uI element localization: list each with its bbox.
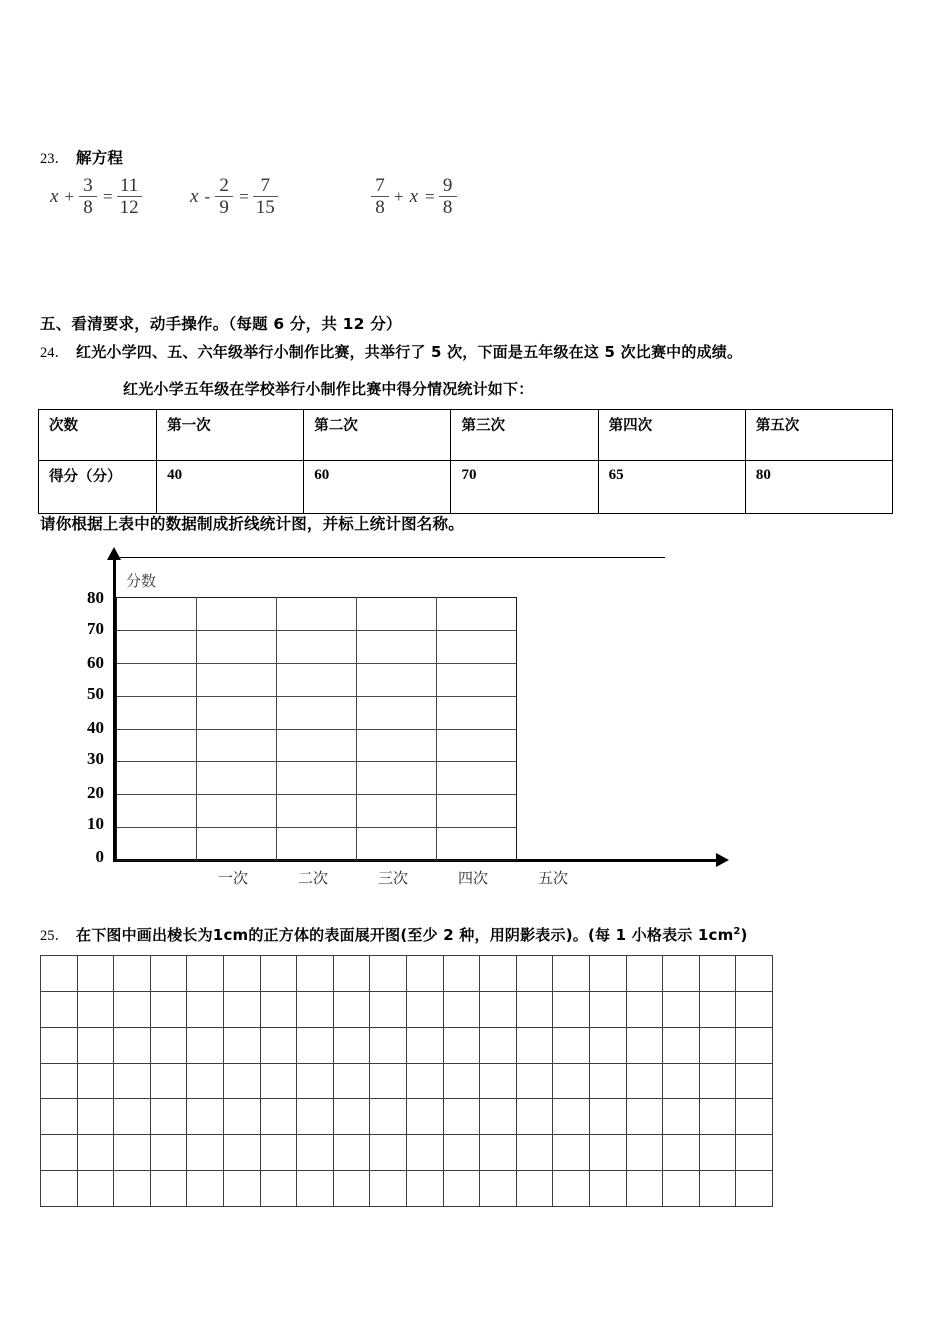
graph-paper-cell[interactable]	[261, 956, 298, 992]
graph-paper-cell[interactable]	[261, 1064, 298, 1100]
graph-paper-cell[interactable]	[151, 992, 188, 1028]
question-25-heading	[40, 924, 748, 945]
table-row-scores	[39, 461, 893, 514]
graph-paper-cell[interactable]	[663, 1064, 700, 1100]
graph-paper-cell[interactable]	[41, 1135, 78, 1171]
graph-paper-cell[interactable]	[663, 1171, 700, 1207]
question-25-text-tail: )	[740, 926, 748, 944]
equation-1-operator: +	[64, 186, 75, 206]
equation-1-left-fraction	[79, 176, 97, 218]
graph-paper-cell[interactable]	[114, 1099, 151, 1135]
graph-paper-cell[interactable]	[78, 956, 115, 992]
question-23-number: 23．	[40, 151, 69, 167]
graph-paper-cell[interactable]	[370, 956, 407, 992]
y-tick-label-50: 50	[87, 684, 104, 703]
equation-3-right-denominator: 8	[442, 197, 453, 219]
graph-paper-cell[interactable]	[261, 992, 298, 1028]
graph-paper-cell[interactable]	[114, 956, 151, 992]
graph-paper-cell[interactable]	[407, 1171, 444, 1207]
chart-gridline-horizontal	[116, 827, 516, 828]
graph-paper-cell[interactable]	[224, 1135, 261, 1171]
chart-gridline-horizontal	[116, 696, 516, 697]
graph-paper-cell[interactable]	[590, 1064, 627, 1100]
graph-paper-cell[interactable]	[407, 1135, 444, 1171]
graph-paper-cell[interactable]	[187, 1135, 224, 1171]
graph-paper-cell[interactable]	[261, 1028, 298, 1064]
line-chart-worksheet	[40, 545, 780, 900]
graph-paper-cell[interactable]	[370, 1028, 407, 1064]
table-row-scores-label: 得分（分）	[39, 461, 157, 514]
graph-paper-cell[interactable]	[370, 992, 407, 1028]
equation-2-right-numerator: 7	[260, 175, 270, 196]
graph-paper-cell[interactable]	[151, 1064, 188, 1100]
graph-paper-cell[interactable]	[224, 956, 261, 992]
equation-3-operator: +	[394, 186, 404, 206]
score-value-4: 65	[598, 461, 745, 514]
graph-paper-cell[interactable]	[224, 1099, 261, 1135]
y-tick-label-70: 70	[87, 619, 104, 638]
graph-paper-cell[interactable]	[700, 1099, 737, 1135]
y-tick-label-80: 80	[87, 588, 104, 607]
graph-paper-cell[interactable]	[297, 1099, 334, 1135]
graph-paper-cell[interactable]	[187, 1028, 224, 1064]
score-value-5: 80	[745, 461, 892, 514]
chart-gridline-vertical	[276, 597, 277, 860]
graph-paper-cell[interactable]	[297, 1171, 334, 1207]
graph-paper-cell[interactable]	[114, 1028, 151, 1064]
x-tick-label-1: 一次	[217, 869, 248, 887]
graph-paper-cell[interactable]	[553, 1135, 590, 1171]
equation-3-variable: x	[409, 185, 419, 207]
graph-paper-cell[interactable]	[444, 1064, 481, 1100]
graph-paper-cell[interactable]	[590, 1171, 627, 1207]
chart-plot-grid	[116, 597, 516, 860]
equation-2-left-numerator: 2	[219, 175, 229, 196]
graph-paper-cell[interactable]	[480, 1135, 517, 1171]
equation-3-right-fraction	[439, 176, 457, 218]
question-24-number: 24．	[40, 345, 69, 361]
table-col-header-1: 第一次	[157, 410, 304, 461]
graph-paper-cell[interactable]	[517, 956, 554, 992]
graph-paper-cell[interactable]	[114, 1171, 151, 1207]
graph-paper-cell[interactable]	[444, 992, 481, 1028]
graph-paper-cell[interactable]	[590, 1099, 627, 1135]
graph-paper-cell[interactable]	[480, 956, 517, 992]
graph-paper-cell[interactable]	[627, 1135, 664, 1171]
graph-paper-cell[interactable]	[297, 1064, 334, 1100]
chart-instruction: 请你根据上表中的数据制成折线统计图，并标上统计图名称。	[40, 515, 464, 533]
graph-paper-cell[interactable]	[78, 1135, 115, 1171]
score-value-2: 60	[304, 461, 451, 514]
graph-paper-cell[interactable]	[151, 1028, 188, 1064]
graph-paper-cell[interactable]	[663, 1135, 700, 1171]
graph-paper-cell[interactable]	[224, 1028, 261, 1064]
graph-paper-cell[interactable]	[700, 1171, 737, 1207]
equation-1-left-denominator: 8	[83, 197, 93, 219]
equation-3-left-denominator: 8	[375, 197, 385, 219]
graph-paper-cell[interactable]	[627, 1099, 664, 1135]
graph-paper-cell[interactable]	[517, 1171, 554, 1207]
graph-paper-cell[interactable]	[370, 1099, 407, 1135]
x-axis-arrow-icon	[716, 853, 729, 867]
graph-paper-cell[interactable]	[444, 1028, 481, 1064]
graph-paper-cell[interactable]	[736, 992, 773, 1028]
graph-paper-cell[interactable]	[553, 956, 590, 992]
y-tick-label-60: 60	[87, 653, 104, 672]
graph-paper-cell[interactable]	[187, 1171, 224, 1207]
question-23-label: 解方程	[76, 149, 124, 167]
graph-paper-cell[interactable]	[736, 1028, 773, 1064]
equation-1-right-denominator: 12	[119, 197, 139, 219]
graph-paper-cell[interactable]	[78, 1171, 115, 1207]
graph-paper-cell[interactable]	[700, 1135, 737, 1171]
graph-paper-cell[interactable]	[736, 1171, 773, 1207]
graph-paper-cell[interactable]	[700, 1064, 737, 1100]
graph-paper-cell[interactable]	[553, 992, 590, 1028]
chart-series-label: 分数	[126, 572, 157, 590]
graph-paper-cell[interactable]	[78, 1064, 115, 1100]
graph-paper-cell[interactable]	[736, 956, 773, 992]
graph-paper-cell[interactable]	[627, 992, 664, 1028]
equation-1	[48, 176, 143, 218]
equation-2-variable: x	[190, 185, 199, 207]
graph-paper-cell[interactable]	[370, 1171, 407, 1207]
graph-paper-cell[interactable]	[370, 1064, 407, 1100]
table-col-header-3: 第三次	[451, 410, 598, 461]
graph-paper-cell[interactable]	[41, 992, 78, 1028]
graph-paper-cell[interactable]	[334, 1028, 371, 1064]
graph-paper-cell[interactable]	[590, 992, 627, 1028]
graph-paper-cell[interactable]	[517, 1028, 554, 1064]
equation-1-left-numerator: 3	[83, 175, 93, 196]
equation-2-left-denominator: 9	[219, 197, 229, 219]
equation-1-right-fraction	[117, 176, 142, 218]
question-25-text	[76, 924, 748, 945]
graph-paper-cell[interactable]	[407, 1064, 444, 1100]
table-col-header-4: 第四次	[598, 410, 745, 461]
graph-paper-cell[interactable]	[553, 1064, 590, 1100]
graph-paper-cell[interactable]	[627, 956, 664, 992]
graph-paper-cell[interactable]	[41, 1064, 78, 1100]
graph-paper-cell[interactable]	[297, 992, 334, 1028]
graph-paper-cell[interactable]	[553, 1099, 590, 1135]
graph-paper-cell[interactable]	[78, 1028, 115, 1064]
graph-paper-cell[interactable]	[480, 992, 517, 1028]
graph-paper-cell[interactable]	[224, 1064, 261, 1100]
chart-gridline-vertical	[436, 597, 437, 860]
graph-paper-cell[interactable]	[553, 1171, 590, 1207]
graph-paper-cell[interactable]	[187, 1099, 224, 1135]
y-tick-label-10: 10	[87, 814, 104, 833]
chart-gridline-horizontal	[116, 860, 516, 861]
graph-paper-grid[interactable]	[40, 955, 773, 1207]
graph-paper-cell[interactable]	[41, 1099, 78, 1135]
graph-paper-cell[interactable]	[663, 956, 700, 992]
chart-gridline-horizontal	[116, 597, 516, 598]
chart-gridline-vertical	[196, 597, 197, 860]
graph-paper-cell[interactable]	[41, 1028, 78, 1064]
question-25-text-main: 在下图中画出棱长为1cm的正方体的表面展开图(至少 2 种，用阴影表示)。(每 1 小格表示 1cm	[76, 926, 734, 944]
y-tick-label-20: 20	[87, 783, 104, 802]
chart-top-rule	[115, 557, 665, 558]
score-value-3: 70	[451, 461, 598, 514]
y-tick-label-40: 40	[87, 718, 104, 737]
graph-paper-cell[interactable]	[187, 956, 224, 992]
graph-paper-cell[interactable]	[407, 1099, 444, 1135]
graph-paper-cell[interactable]	[444, 1171, 481, 1207]
graph-paper-cell[interactable]	[444, 956, 481, 992]
equation-1-right-numerator: 11	[119, 175, 139, 196]
chart-gridline-horizontal	[116, 663, 516, 664]
graph-paper-cell[interactable]	[151, 956, 188, 992]
equation-2-operator: -	[204, 186, 211, 206]
graph-paper-cell[interactable]	[334, 956, 371, 992]
graph-paper-cell[interactable]	[334, 1064, 371, 1100]
equation-2-equals: =	[239, 186, 249, 206]
graph-paper-cell[interactable]	[334, 1171, 371, 1207]
graph-paper-cell[interactable]	[627, 1171, 664, 1207]
graph-paper-cell[interactable]	[297, 956, 334, 992]
equation-1-equals: =	[103, 186, 113, 206]
x-tick-label-5: 五次	[537, 869, 568, 887]
table-row-header-label: 次数	[39, 410, 157, 461]
x-tick-label-3: 三次	[377, 869, 408, 887]
graph-paper-cell[interactable]	[151, 1099, 188, 1135]
graph-paper-cell[interactable]	[78, 1099, 115, 1135]
y-tick-label-0: 0	[95, 847, 104, 866]
graph-paper-cell[interactable]	[663, 1028, 700, 1064]
graph-paper-cell[interactable]	[736, 1135, 773, 1171]
graph-paper-cell[interactable]	[261, 1135, 298, 1171]
graph-paper-cell[interactable]	[297, 1135, 334, 1171]
graph-paper-cell[interactable]	[480, 1099, 517, 1135]
equation-3-equals: =	[425, 186, 435, 206]
graph-paper-cell[interactable]	[700, 992, 737, 1028]
graph-paper-cell[interactable]	[297, 1028, 334, 1064]
chart-gridline-horizontal	[116, 630, 516, 631]
graph-paper-cell[interactable]	[41, 956, 78, 992]
chart-gridline-vertical	[356, 597, 357, 860]
y-axis-tick-labels	[52, 545, 104, 865]
graph-paper-cell[interactable]	[78, 992, 115, 1028]
equation-2-right-fraction	[253, 176, 278, 218]
graph-paper-cell[interactable]	[590, 1028, 627, 1064]
graph-paper-cell[interactable]	[224, 1171, 261, 1207]
graph-paper-cell[interactable]	[261, 1171, 298, 1207]
graph-paper-cell[interactable]	[480, 1028, 517, 1064]
question-24-stem: 红光小学四、五、六年级举行小制作比赛，共举行了 5 次，下面是五年级在这 5 次比赛中的成绩。	[76, 343, 743, 361]
question-24-heading	[40, 341, 742, 362]
x-tick-label-4: 四次	[457, 869, 488, 887]
graph-paper-cell[interactable]	[444, 1135, 481, 1171]
equation-2-right-denominator: 15	[255, 197, 275, 219]
question-23-heading	[40, 146, 123, 168]
graph-paper-cell[interactable]	[517, 1099, 554, 1135]
section-5-heading: 五、看清要求，动手操作。（每题 6 分，共 12 分）	[40, 315, 402, 333]
graph-paper-cell[interactable]	[370, 1135, 407, 1171]
graph-paper-cell[interactable]	[151, 1135, 188, 1171]
equation-3-left-fraction	[371, 176, 389, 218]
equation-2	[188, 176, 279, 218]
equation-3	[370, 176, 458, 218]
question-25-superscript: 2	[733, 926, 741, 937]
graph-paper-cell[interactable]	[444, 1099, 481, 1135]
graph-paper-cell[interactable]	[407, 1028, 444, 1064]
table-row-header	[39, 410, 893, 461]
equation-3-right-numerator: 9	[442, 175, 453, 196]
graph-paper-cell[interactable]	[700, 1028, 737, 1064]
chart-gridline-vertical	[116, 597, 117, 860]
graph-paper-cell[interactable]	[261, 1099, 298, 1135]
graph-paper-cell[interactable]	[334, 992, 371, 1028]
graph-paper-cell[interactable]	[590, 956, 627, 992]
graph-paper-cell[interactable]	[187, 992, 224, 1028]
chart-gridline-horizontal	[116, 794, 516, 795]
table-col-header-2: 第二次	[304, 410, 451, 461]
equation-3-left-numerator: 7	[375, 175, 385, 196]
graph-paper-cell[interactable]	[407, 956, 444, 992]
graph-paper-cell[interactable]	[663, 992, 700, 1028]
question-25-number: 25．	[40, 928, 69, 944]
table-col-header-5: 第五次	[745, 410, 892, 461]
chart-gridline-horizontal	[116, 729, 516, 730]
graph-paper-cell[interactable]	[334, 1135, 371, 1171]
graph-paper-cell[interactable]	[517, 1135, 554, 1171]
graph-paper-cell[interactable]	[41, 1171, 78, 1207]
y-tick-label-30: 30	[87, 749, 104, 768]
graph-paper-cell[interactable]	[480, 1171, 517, 1207]
x-tick-label-2: 二次	[297, 869, 328, 887]
graph-paper-cell[interactable]	[736, 1099, 773, 1135]
graph-paper-cell[interactable]	[480, 1064, 517, 1100]
graph-paper-cell[interactable]	[187, 1064, 224, 1100]
score-value-1: 40	[157, 461, 304, 514]
graph-paper-cell[interactable]	[224, 992, 261, 1028]
graph-paper-cell[interactable]	[114, 1135, 151, 1171]
chart-gridline-vertical	[516, 597, 517, 860]
graph-paper-cell[interactable]	[590, 1135, 627, 1171]
graph-paper-cell[interactable]	[407, 992, 444, 1028]
graph-paper-cell[interactable]	[627, 1028, 664, 1064]
graph-paper-cell[interactable]	[114, 992, 151, 1028]
question-24-table-caption: 红光小学五年级在学校举行小制作比赛中得分情况统计如下：	[123, 380, 534, 398]
score-table	[38, 409, 893, 514]
graph-paper-cell[interactable]	[700, 956, 737, 992]
graph-paper-cell[interactable]	[517, 992, 554, 1028]
equation-1-variable: x	[50, 185, 59, 207]
graph-paper-cell[interactable]	[334, 1099, 371, 1135]
graph-paper-cell[interactable]	[151, 1171, 188, 1207]
graph-paper-cell[interactable]	[627, 1064, 664, 1100]
graph-paper-cell[interactable]	[736, 1064, 773, 1100]
chart-gridline-horizontal	[116, 761, 516, 762]
graph-paper-cell[interactable]	[114, 1064, 151, 1100]
equation-2-left-fraction	[215, 176, 233, 218]
graph-paper-cell[interactable]	[553, 1028, 590, 1064]
graph-paper-cell[interactable]	[517, 1064, 554, 1100]
graph-paper-cell[interactable]	[663, 1099, 700, 1135]
